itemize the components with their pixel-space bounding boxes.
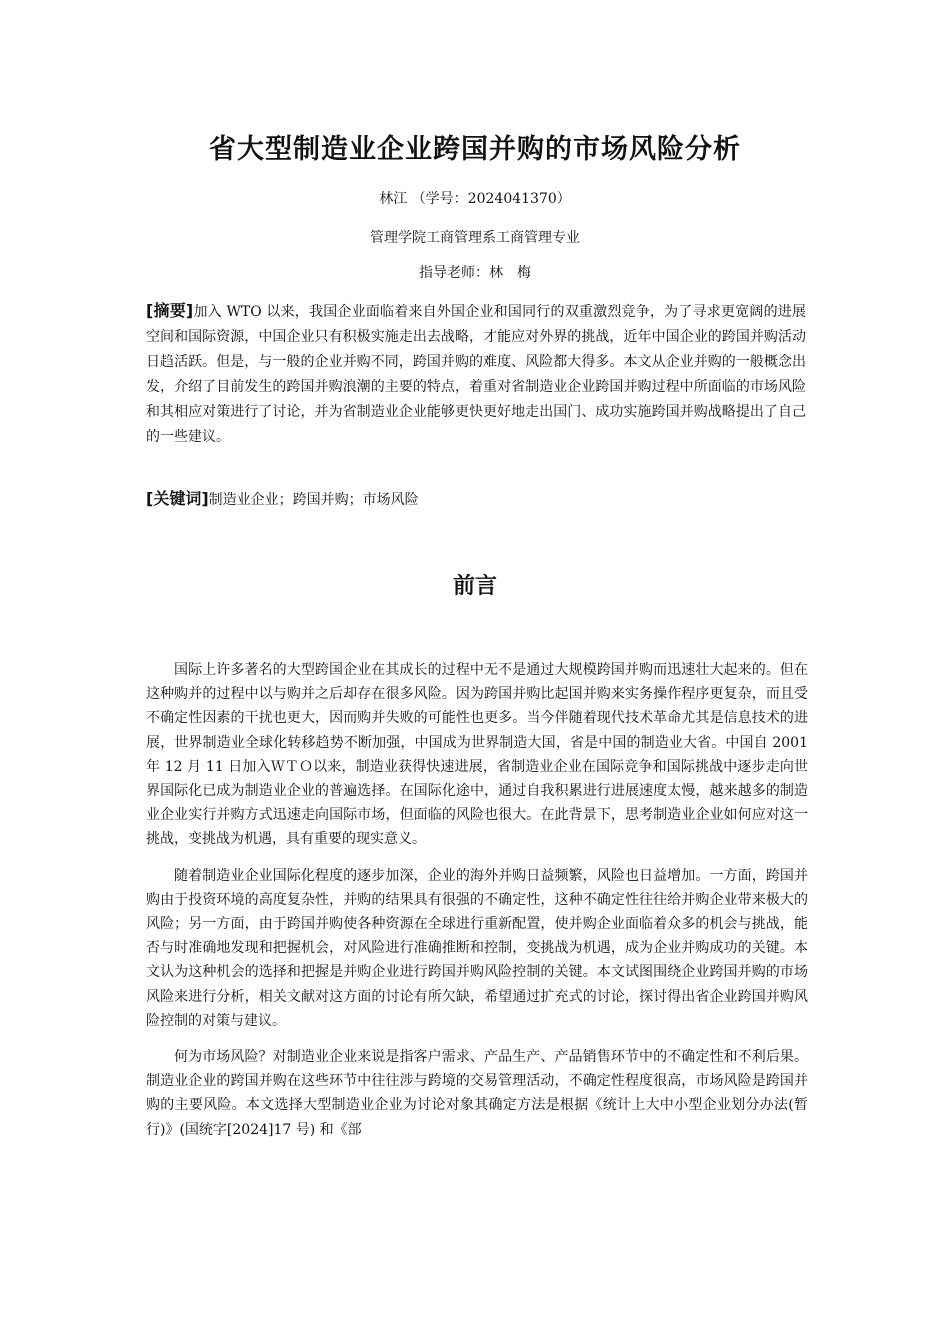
abstract-text: 加入 WTO 以来，我国企业面临着来自外国企业和国同行的双重激烈竞争，为了寻求更宽阔的进展空间和国际资源，中国企业只有积极实施走出去战略，才能应对外界的挑战，近年中国企业的跨国并购活动日趋活跃。但是，与一般的企业并购不同，跨国并购的难度、风险都大得多。本文从企业并购的一般概念出发，介绍了目前发生的跨国并购浪潮的主要的特点，着重对省制造业企业跨国并购过程中所面临的市场风险和其相应对策进行了讨论，并为省制造业企业能够更快更好地走出国门、成功实施跨国并购战略提出了自己的一些建议。	[146, 304, 806, 445]
abstract	[146, 298, 806, 450]
body-text	[146, 658, 808, 1154]
section-title-preface: 前言	[452, 574, 497, 599]
advisor-line: 指导老师：林 梅	[419, 265, 531, 281]
author-line: 林江 （学号：2024041370）	[379, 191, 571, 207]
keywords-text: 制造业企业；跨国并购；市场风险	[208, 492, 419, 508]
document-title: 省大型制造业企业跨国并购的市场风险分析	[209, 134, 741, 165]
keywords-label: [关键词]	[146, 489, 209, 508]
keywords	[146, 486, 806, 513]
abstract-label: [摘要]	[146, 301, 194, 320]
paragraph: 国际上许多著名的大型跨国企业在其成长的过程中无不是通过大规模跨国并购而迅速壮大起来的。但在这种购并的过程中以与购并之后却存在很多风险。因为跨国并购比起国并购来实务操作程序更复杂，而且受不确定性因素的干扰也更大，因而购并失败的可能性也更多。当今伴随着现代技术革命尤其是信息技术的进展，世界制造业全球化转移趋势不断加强，中国成为世界制造大国，省是中国的制造业大省。中国自 2001 年 12 月 11 日加入ＷＴＯ以来，制造业获得快速进展，省制造业企业在国际竞争和国际挑战中逐步走向世界国际化已成为制造业企业的普遍选择。在国际化途中，通过自我积累进行进展速度太慢，越来越多的制造业企业实行并购方式迅速走向国际市场，但面临的风险也很大。在此背景下，思考制造业企业如何应对这一挑战，变挑战为机遇，具有重要的现实意义。	[146, 662, 808, 848]
paragraph: 随着制造业企业国际化程度的逐步加深，企业的海外并购日益频繁，风险也日益增加。一方面，跨国并购由于投资环境的高度复杂性，并购的结果具有很强的不确定性，这种不确定性往往给并购企业带来极大的风险；另一方面，由于跨国并购使各种资源在全球进行重新配置，使并购企业面临着众多的机会与挑战，能否与时准确地发现和把握机会，对风险进行准确推断和控制，变挑战为机遇，成为企业并购成功的关键。本文认为这种机会的选择和把握是并购企业进行跨国并购风险控制的关键。本文试图围绕企业跨国并购的市场风险来进行分析，相关文献对这方面的讨论有所欠缺，希望通过扩充式的讨论，探讨得出省企业跨国并购风险控制的对策与建议。	[146, 867, 808, 1029]
paragraph: 何为市场风险？对制造业企业来说是指客户需求、产品生产、产品销售环节中的不确定性和不利后果。制造业企业的跨国并购在这些环节中往往涉与跨境的交易管理活动，不确定性程度很高，市场风险是跨国并购的主要风险。本文选择大型制造业企业为讨论对象其确定方法是根据《统计上大中小型企业划分办法(暂行)》(国统字[2024]17 号) 和《部	[146, 1049, 808, 1138]
department-line: 管理学院工商管理系工商管理专业	[370, 230, 580, 246]
